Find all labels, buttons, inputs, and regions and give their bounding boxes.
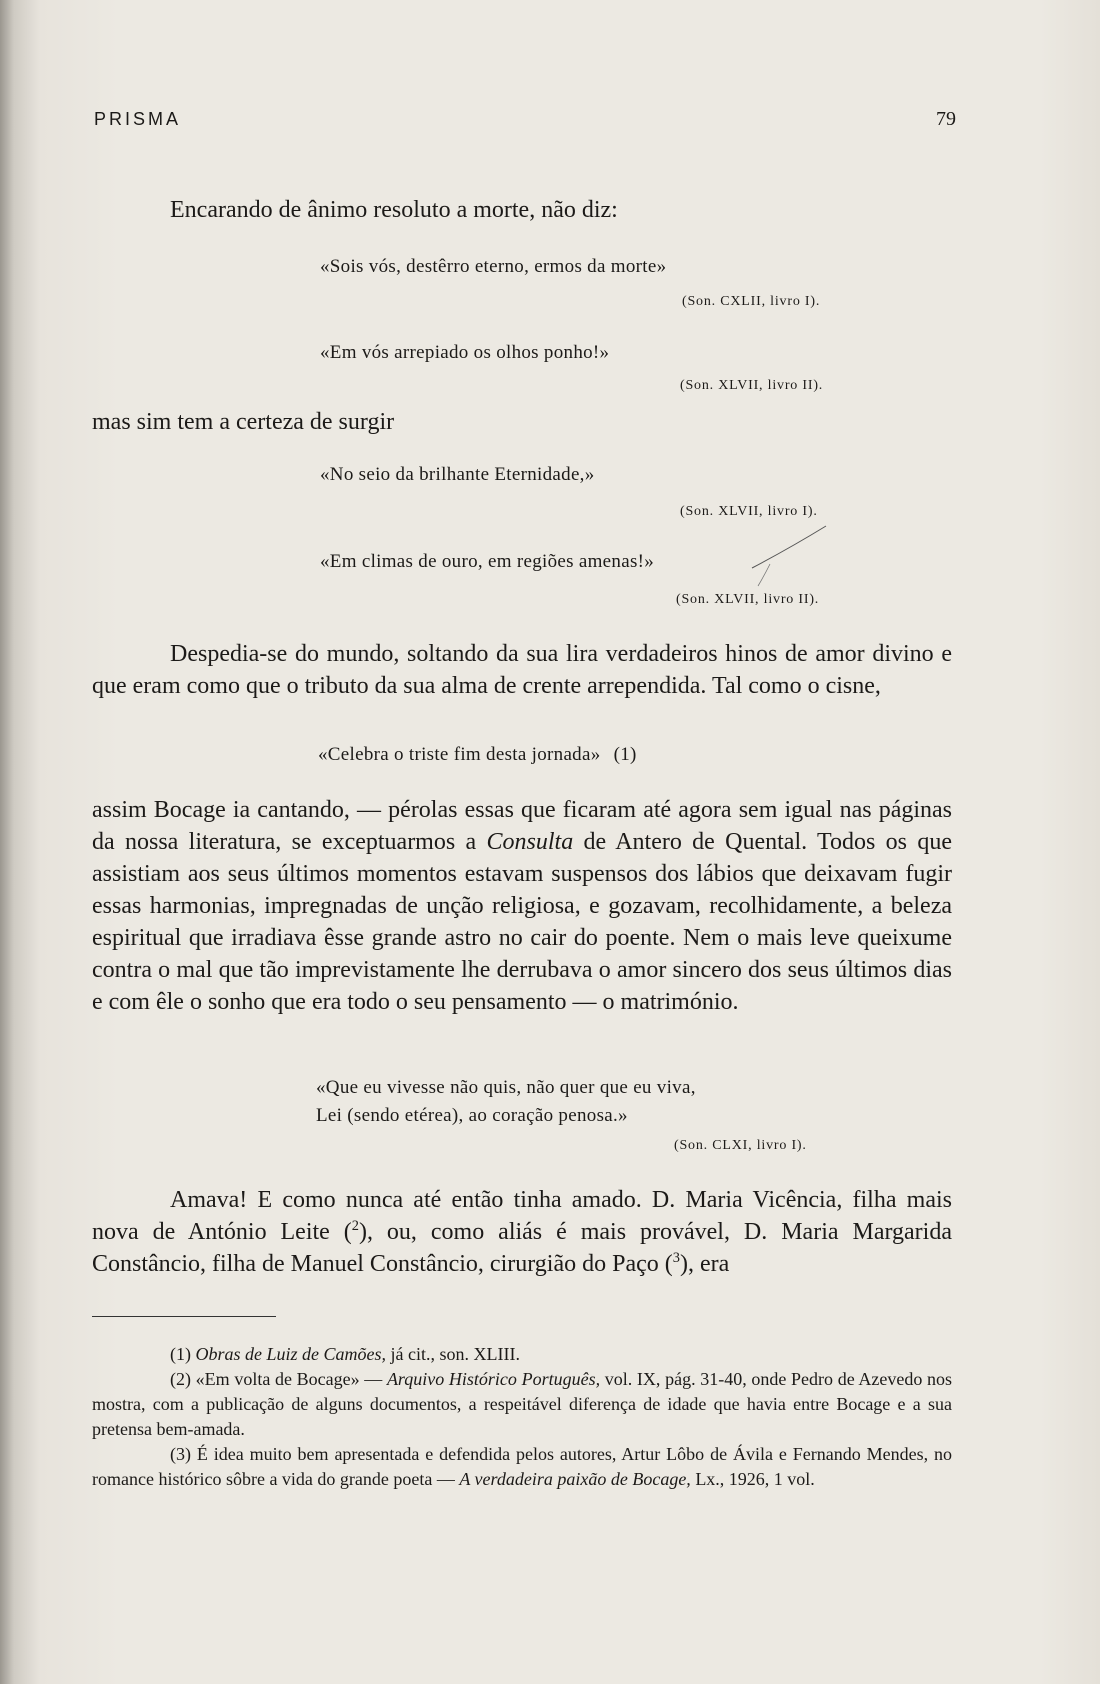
verse-quote: «Sois vós, destêrro eterno, ermos da morte» [320,256,667,277]
verse-quote [318,742,637,768]
paragraph-text [92,1184,952,1280]
footnote-text: Lx., 1926, 1 vol. [690,1469,815,1489]
footnotes [92,1342,952,1492]
footnote-reference: 2 [351,1218,359,1234]
paragraph-text [92,794,952,1018]
page-number: 79 [936,108,956,130]
italic-title: Consulta [486,829,574,855]
verse-citation: (Son. XLVII, livro II). [680,378,824,393]
footnote-text: É idea muito bem apresentada e defendida pelos autores, Artur Lôbo de Ávila e Fernando Mendes, no romance histórico sôbre a vida do grande poeta — [92,1444,952,1489]
italic-title: Obras de Luiz de Camões, [195,1344,387,1364]
verse-citation: (Son. CXLII, livro I). [682,294,821,309]
footnote-3 [92,1442,952,1492]
verse-line: Lei (sendo etérea), ao coração penosa.» [316,1105,628,1126]
footnote-2 [92,1367,952,1442]
italic-title: Arquivo Histórico Português, [386,1369,601,1389]
body-paragraph-despedia [92,638,952,702]
verse-citation: (Son. XLVII, livro II). [676,592,820,607]
footnote-reference: 3 [672,1250,680,1266]
paragraph-text-part: de Antero de Quental. Todos os que assistiam aos seus últimos momentos estavam suspensos dos lábios que deixavam fugir essas harmonias, impregnadas de unção religiosa, e gozavam, recolhidamente, a beleza espiritual que irradiava êsse grande astro no cair do poente. Nem o mais leve queixume contra o mal que tão imprevistamente lhe derrubava o amor sincero dos seus últimos dias e com êle o sonho que era todo o seu pensamento — o matrimónio. [92,829,952,1015]
footnote-mark: (1) [170,1344,191,1364]
paragraph-text-part: assim Bocage ia cantando, — pérolas essas que ficaram até agora sem igual nas páginas da nossa literatura, se exceptuarmos a [92,797,952,855]
footnote-text: «Em volta de Bocage» — [191,1369,387,1389]
verse-quote-couplet [316,1074,696,1130]
verse-quote: «No seio da brilhante Eternidade,» [320,464,595,485]
footnote-mark: (3) [170,1444,191,1464]
body-paragraph-bocage [92,794,952,1018]
paragraph-text: Despedia-se do mundo, soltando da sua lira verdadeiros hinos de amor divino e que eram como que o tributo da sua alma de crente arrependida. Tal como o cisne, [92,641,952,699]
footnote-divider [92,1316,276,1317]
footnote-text: vol. IX, pág. 31-40, onde Pedro de Azevedo nos mostra, com a publicação de alguns documentos, a respeitável diferença de idade que havia entre Bocage e a sua pretensa bem-amada. [92,1369,952,1439]
verse-quote: «Em climas de ouro, em regiões amenas!» [320,551,655,572]
running-title: PRISMA [94,109,182,129]
verse-quote: «Em vós arrepiado os olhos ponho!» [320,342,610,363]
footnote-reference: (1) [613,744,637,765]
paragraph-text-part: ), ou, como aliás é mais provável, D. Maria Margarida Constâncio, filha de Manuel Constâncio, cirurgião do Paço ( [92,1219,952,1277]
verse-citation: (Son. CLXI, livro I). [674,1138,807,1153]
footnote-mark: (2) [170,1369,191,1389]
verse-line: «Que eu vivesse não quis, não quer que eu viva, [316,1077,696,1098]
body-paragraph-amava [92,1184,952,1280]
footnote-1 [92,1342,952,1367]
paragraph-text: mas sim tem a certeza de surgir [92,409,395,435]
page-header [94,108,956,131]
body-paragraph-intro [92,194,952,226]
paragraph-text: Encarando de ânimo resoluto a morte, não diz: [170,197,618,223]
verse-text: «Celebra o triste fim desta jornada» [318,744,601,765]
footnote-text: já cit., son. XLIII. [386,1344,520,1364]
body-paragraph-transition [92,406,952,438]
paragraph-text-part: Amava! E como nunca até então tinha amado. D. Maria Vicência, filha mais nova de António Leite ( [92,1187,952,1245]
paragraph-text-part: ), era [679,1251,730,1277]
verse-citation: (Son. XLVII, livro I). [680,504,818,519]
pencil-mark [750,520,830,590]
italic-title: A verdadeira paixão de Bocage, [459,1469,691,1489]
